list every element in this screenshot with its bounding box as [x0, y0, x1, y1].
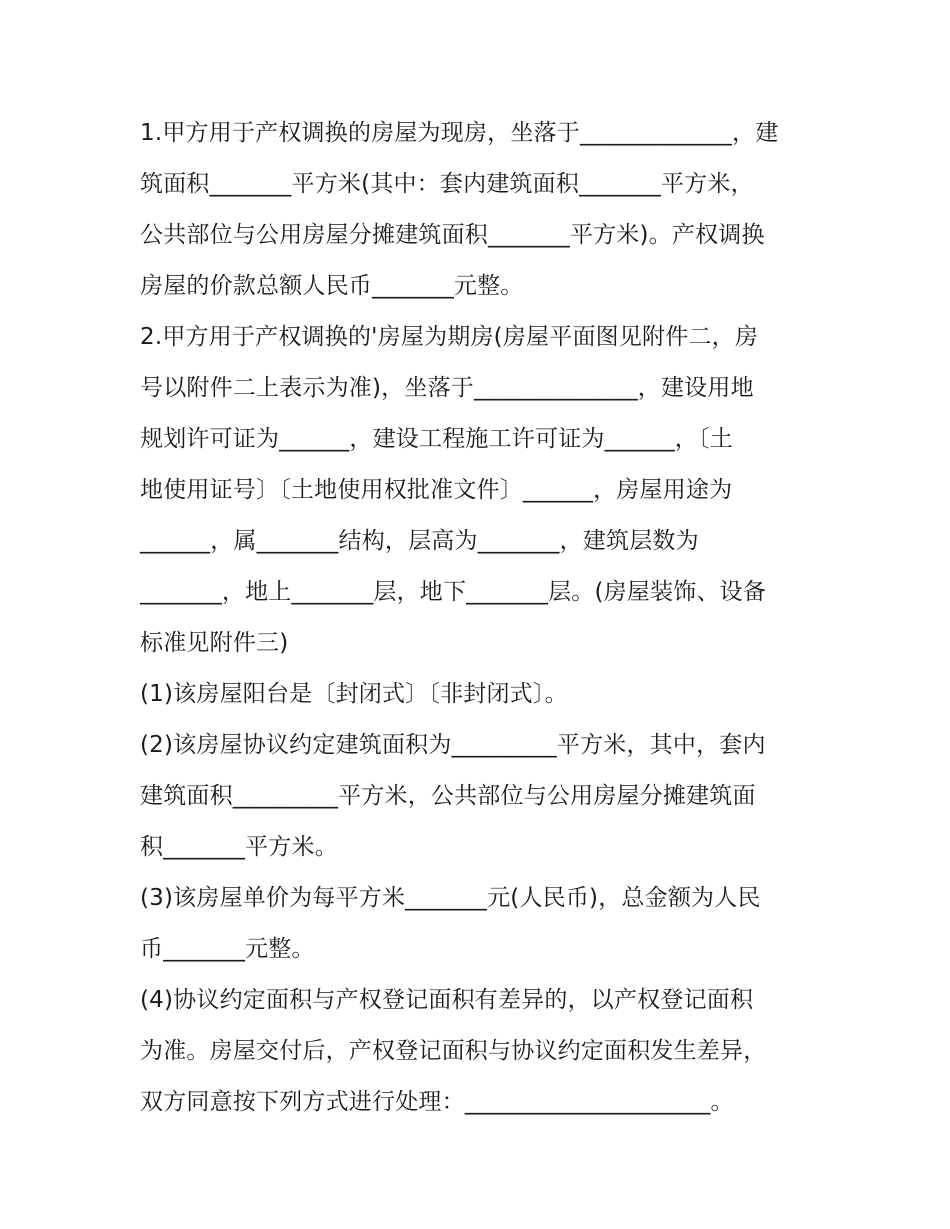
text-line: 积_______平方米。	[140, 834, 338, 860]
text-line: (3)该房屋单价为每平方米_______元(人民币)，总金额为人民	[140, 885, 761, 911]
text-line: 建筑面积_________平方米，公共部位与公用房屋分摊建筑面	[140, 783, 756, 809]
text-line: 1.甲方用于产权调换的房屋为现房，坐落于_____________，建	[140, 120, 779, 146]
text-line: 地使用证号〕〔土地使用权批准文件〕______，房屋用途为	[140, 477, 733, 503]
text-line: 标准见附件三)	[140, 630, 289, 656]
text-line: 筑面积_______平方米(其中：套内建筑面积_______平方米，	[140, 171, 754, 197]
text-line: 为准。房屋交付后，产权登记面积与协议约定面积发生差异，	[140, 1038, 767, 1064]
text-line: 房屋的价款总额人民币_______元整。	[140, 273, 524, 299]
text-line: 双方同意按下列方式进行处理：_____________________。	[140, 1089, 734, 1115]
text-line: _______，地上_______层，地下_______层。(房屋装饰、设备	[140, 579, 767, 605]
text-line: 公共部位与公用房屋分摊建筑面积_______平方米)。产权调换	[140, 222, 765, 248]
text-line: (1)该房屋阳台是〔封闭式〕〔非封闭式〕。	[140, 681, 568, 707]
text-line: ______，属_______结构，层高为_______，建筑层数为	[140, 528, 699, 554]
text-line: 币_______元整。	[140, 936, 315, 962]
text-line: (4)协议约定面积与产权登记面积有差异的，以产权登记面积	[140, 987, 754, 1013]
text-line: 号以附件二上表示为准)，坐落于______________，建设用地	[140, 375, 754, 401]
text-line: (2)该房屋协议约定建筑面积为_________平方米，其中，套内	[140, 732, 766, 758]
document-body	[140, 108, 810, 1128]
text-line: 2.甲方用于产权调换的'房屋为期房(房屋平面图见附件二，房	[140, 324, 759, 350]
text-line: 规划许可证为______，建设工程施工许可证为______，〔土	[140, 426, 733, 452]
